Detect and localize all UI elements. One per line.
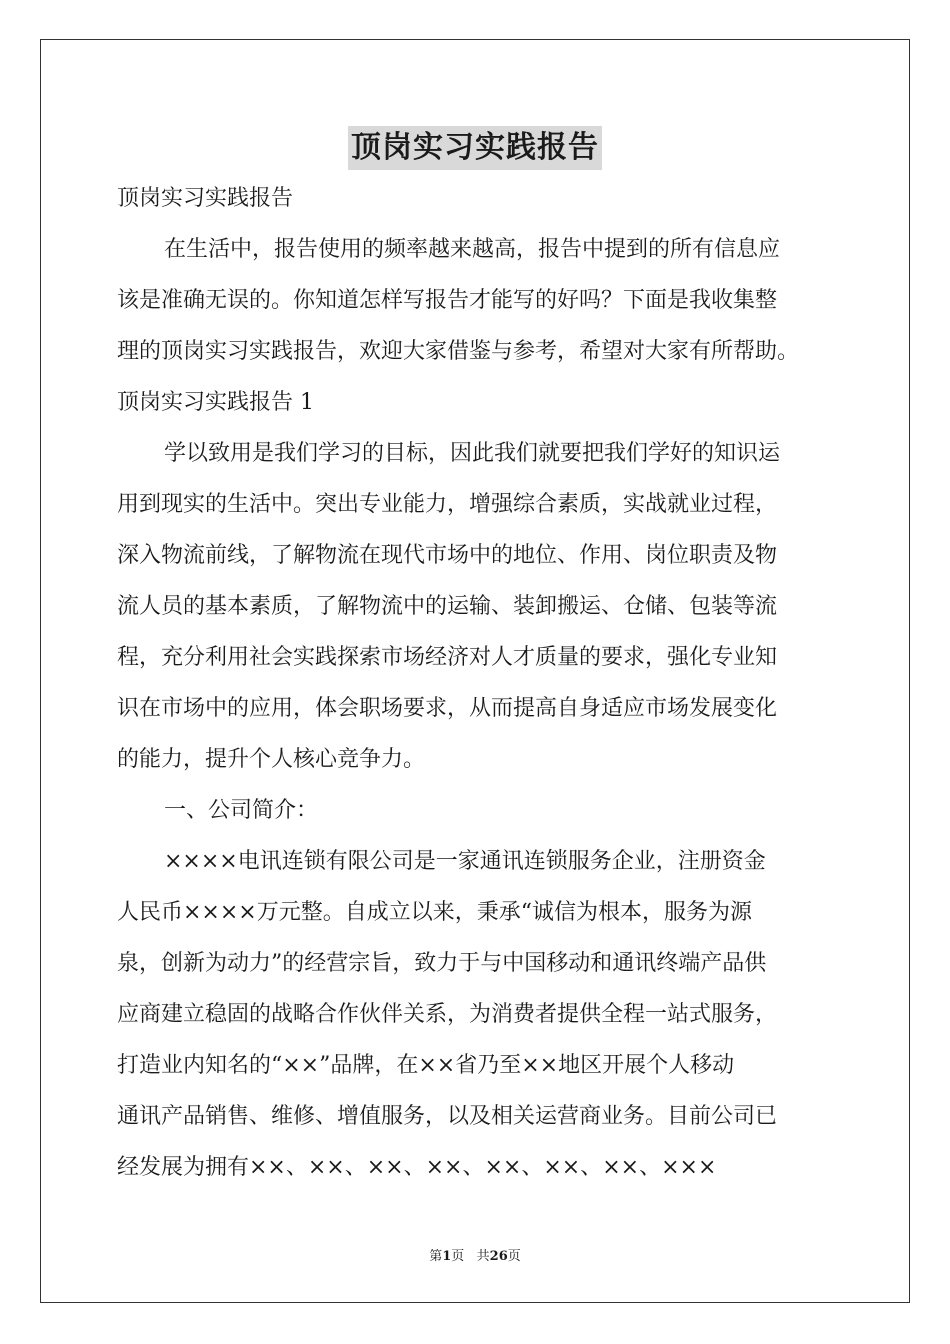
text-line: 应商建立稳固的战略合作伙伴关系，为消费者提供全程一站式服务， (117, 1002, 778, 1027)
text-line: 一、公司简介： (164, 798, 319, 823)
text-line: 深入物流前线，了解物流在现代市场中的地位、作用、岗位职责及物 (117, 543, 778, 568)
text-line: 打造业内知名的“××”品牌，在××省乃至××地区开展个人移动 (117, 1053, 735, 1078)
footer-total-suffix: 页 (507, 1249, 521, 1264)
text-line: 顶岗实习实践报告 (117, 186, 294, 211)
text-line: 人民币××××万元整。自成立以来，秉承“诚信为根本，服务为源 (117, 900, 752, 925)
text-line: 顶岗实习实践报告 1 (117, 390, 314, 415)
text-line: 通讯产品销售、维修、增值服务，以及相关运营商业务。目前公司已 (117, 1104, 778, 1129)
text-line: 在生活中，报告使用的频率越来越高，报告中提到的所有信息应 (164, 237, 781, 262)
footer-page-prefix: 第 (429, 1249, 443, 1264)
footer-page-number: 1 (442, 1249, 452, 1264)
text-line: 经发展为拥有××、××、××、××、××、××、××、××× (117, 1155, 717, 1180)
document-title: 顶岗实习实践报告 (348, 126, 602, 170)
text-line: 程，充分利用社会实践探索市场经济对人才质量的要求，强化专业知 (117, 645, 778, 670)
text-line: 识在市场中的应用，体会职场要求，从而提高自身适应市场发展变化 (117, 696, 778, 721)
footer-page-suffix: 页 共 (451, 1249, 490, 1264)
document-body (117, 173, 837, 1193)
text-line: 理的顶岗实习实践报告，欢迎大家借鉴与参考，希望对大家有所帮助。 (117, 339, 800, 364)
text-line: 该是准确无误的。你知道怎样写报告才能写的好吗？下面是我收集整 (117, 288, 778, 313)
footer-total-pages: 26 (489, 1249, 508, 1264)
text-line: 流人员的基本素质，了解物流中的运输、装卸搬运、仓储、包装等流 (117, 594, 778, 619)
page-footer (0, 1248, 950, 1266)
text-line: 泉，创新为动力”的经营宗旨，致力于与中国移动和通讯终端产品供 (117, 951, 767, 976)
document-title-container (0, 126, 950, 170)
text-line: ××××电讯连锁有限公司是一家通讯连锁服务企业，注册资金 (164, 849, 766, 874)
text-line: 用到现实的生活中。突出专业能力，增强综合素质，实战就业过程， (117, 492, 778, 517)
text-line: 的能力，提升个人核心竞争力。 (117, 747, 426, 772)
text-line: 学以致用是我们学习的目标，因此我们就要把我们学好的知识运 (164, 441, 781, 466)
